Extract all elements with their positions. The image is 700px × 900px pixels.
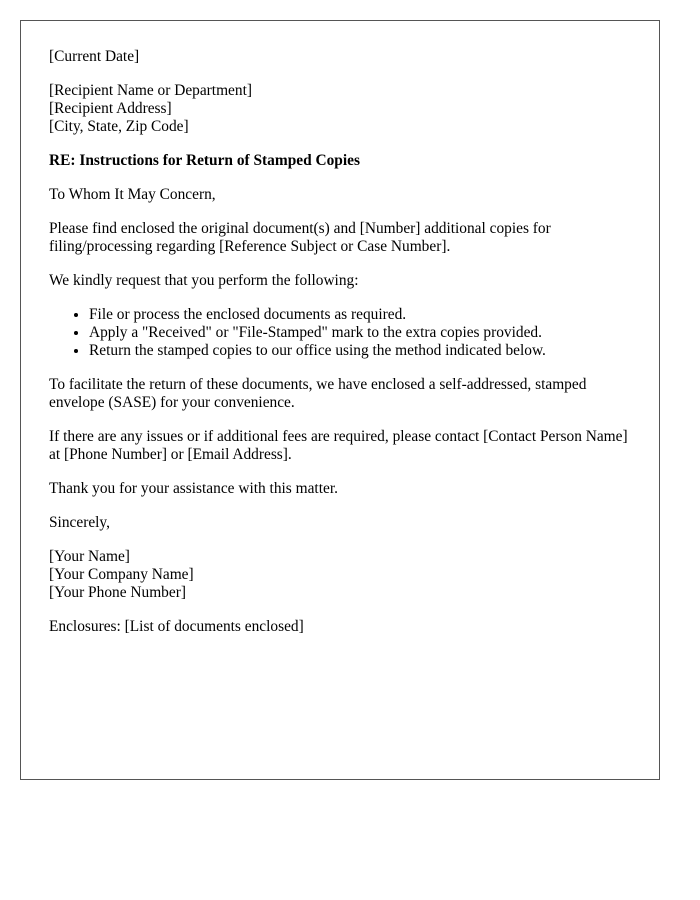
paragraph-sase: To facilitate the return of these documents, we have enclosed a self-addressed, stamped envelope (SASE) for your convenience. bbox=[49, 376, 587, 411]
paragraph-request-intro: We kindly request that you perform the following: bbox=[49, 272, 359, 289]
list-item: • Return the stamped copies to our office using the method indicated below. bbox=[89, 342, 631, 360]
signature-company: [Your Company Name] bbox=[49, 566, 194, 583]
paragraph-enclosed: Please find enclosed the original document(s) and [Number] additional copies for filing/processing regarding [Reference Subject or Case Number]. bbox=[49, 220, 551, 255]
paragraph-thanks: Thank you for your assistance with this matter. bbox=[49, 480, 338, 497]
closing: Sincerely, bbox=[49, 514, 110, 531]
recipient-block bbox=[49, 82, 631, 136]
salutation: To Whom It May Concern, bbox=[49, 186, 216, 203]
list-item: • Apply a "Received" or "File-Stamped" mark to the extra copies provided. bbox=[89, 324, 631, 342]
signature-block bbox=[49, 548, 631, 602]
letter-date: [Current Date] bbox=[49, 48, 140, 65]
signature-name: [Your Name] bbox=[49, 548, 130, 565]
signature-phone: [Your Phone Number] bbox=[49, 584, 186, 601]
recipient-address: [Recipient Address] bbox=[49, 100, 172, 117]
recipient-city-state-zip: [City, State, Zip Code] bbox=[49, 118, 189, 135]
recipient-name: [Recipient Name or Department] bbox=[49, 82, 252, 99]
paragraph-contact: If there are any issues or if additional fees are required, please contact [Contact Person Name] at [Phone Number] or [Email Address]. bbox=[49, 428, 628, 463]
enclosures-line: Enclosures: [List of documents enclosed] bbox=[49, 618, 304, 635]
list-item: • File or process the enclosed documents as required. bbox=[89, 306, 631, 324]
letter-page bbox=[20, 20, 660, 780]
request-list bbox=[49, 306, 631, 360]
subject-line: RE: Instructions for Return of Stamped Copies bbox=[49, 152, 360, 169]
